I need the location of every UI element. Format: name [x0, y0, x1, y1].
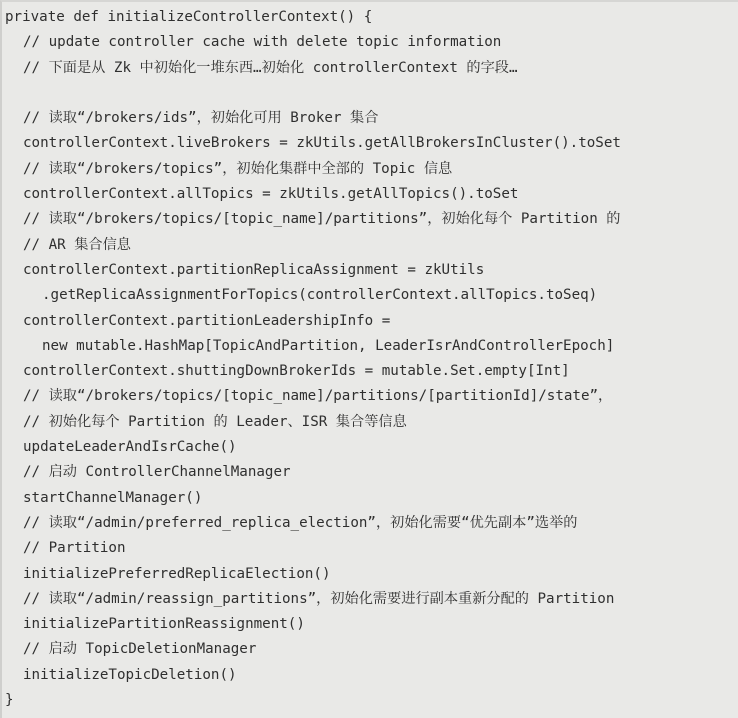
comment-line: // AR 集合信息 [23, 236, 131, 253]
comment-line: // 初始化每个 Partition 的 Leader、ISR 集合等信息 [23, 413, 407, 430]
code-line: .getReplicaAssignmentForTopics(controllerContext.allTopics.toSeq) [42, 287, 598, 304]
code-line: startChannelManager() [23, 489, 203, 506]
function-signature-line: private def initializeControllerContext() { [5, 9, 373, 25]
code-line: new mutable.HashMap[TopicAndPartition, LeaderIsrAndControllerEpoch] [42, 337, 615, 354]
blank-line [5, 81, 738, 106]
closing-brace-line: } [5, 692, 14, 709]
code-line: updateLeaderAndIsrCache() [23, 439, 237, 456]
code-line: initializePartitionReassignment() [23, 616, 305, 633]
code-block [2, 2, 738, 713]
code-line: controllerContext.liveBrokers = zkUtils.getAllBrokersInCluster().toSet [23, 135, 621, 152]
code-line: initializeTopicDeletion() [23, 666, 237, 683]
comment-line: // 启动 TopicDeletionManager [23, 641, 257, 658]
comment-line: // 读取“/brokers/topics/[topic_name]/partitions”，初始化每个 Partition 的 [23, 211, 621, 228]
comment-line: // 启动 ControllerChannelManager [23, 464, 291, 481]
comment-line: // Partition [23, 540, 126, 557]
code-line: controllerContext.allTopics = zkUtils.getAllTopics().toSet [23, 186, 519, 203]
code-line: controllerContext.partitionReplicaAssignment = zkUtils [23, 261, 485, 278]
comment-line: // 读取“/brokers/topics”，初始化集群中全部的 Topic 信息 [23, 160, 453, 177]
code-line: initializePreferredReplicaElection() [23, 565, 331, 582]
comment-line: // 读取“/brokers/ids”，初始化可用 Broker 集合 [23, 110, 379, 127]
comment-line: // 下面是从 Zk 中初始化一堆东西…初始化 controllerContext 的字段… [23, 59, 518, 76]
code-line: controllerContext.shuttingDownBrokerIds = mutable.Set.empty[Int] [23, 363, 570, 380]
comment-line: // 读取“/admin/reassign_partitions”，初始化需要进行副本重新分配的 Partition [23, 590, 615, 607]
comment-line: // 读取“/brokers/topics/[topic_name]/partitions/[partitionId]/state”， [23, 388, 613, 405]
code-line: controllerContext.partitionLeadershipInfo = [23, 312, 391, 329]
comment-line: // update controller cache with delete topic information [23, 34, 502, 51]
comment-line: // 读取“/admin/preferred_replica_election”，初始化需要“优先副本”选举的 [23, 514, 578, 531]
